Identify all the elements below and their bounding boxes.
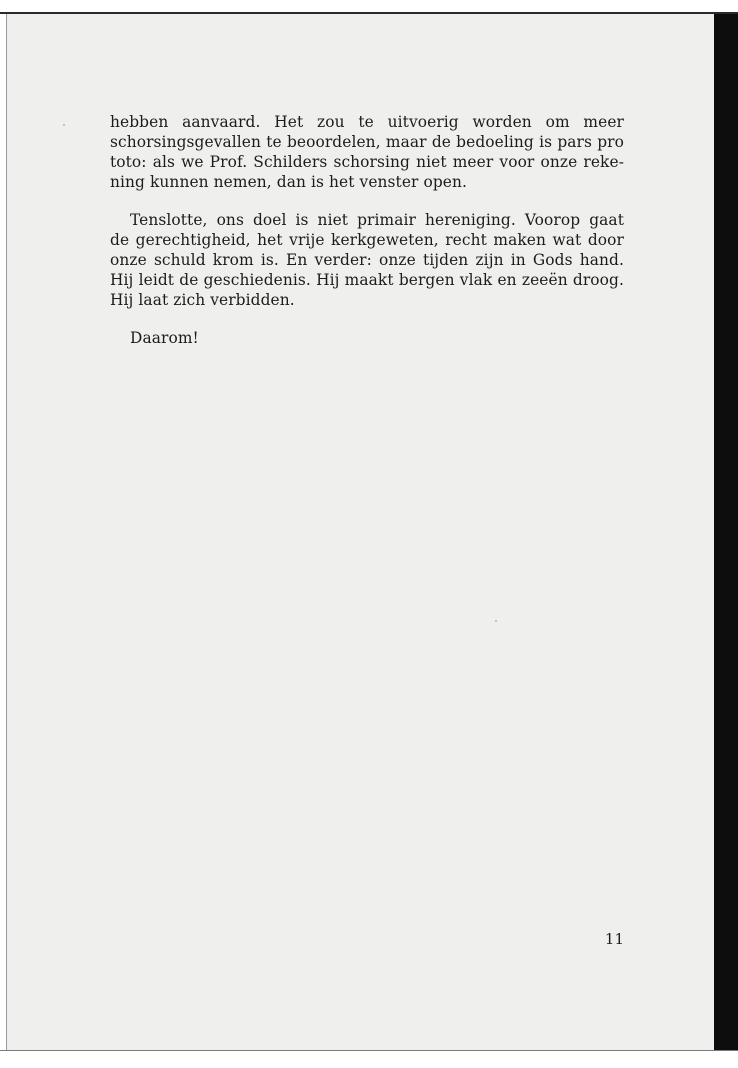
paragraph-3: [110, 328, 624, 348]
scan-binding-edge: [714, 14, 738, 1054]
paper-speck: [63, 124, 65, 126]
text-line: schorsingsgevallen te beoordelen, maar de bedoeling is pars pro: [110, 133, 624, 151]
paragraph-1: [110, 112, 624, 192]
text-line: Hij laat zich verbidden.: [110, 291, 295, 309]
paragraph-2: [110, 210, 624, 310]
text-line: de gerechtigheid, het vrije kerkgeweten, recht maken wat door: [110, 231, 624, 249]
body-text: [110, 112, 624, 366]
text-line: ning kunnen nemen, dan is het venster open.: [110, 173, 468, 191]
text-line: toto: als we Prof. Schilders schorsing niet meer voor onze reke-: [110, 153, 624, 171]
text-line: Tenslotte, ons doel is niet primair hereniging. Voorop gaat: [130, 211, 624, 229]
text-line: onze schuld krom is. En verder: onze tijden zijn in Gods hand.: [110, 251, 624, 269]
text-line: hebben aanvaard. Het zou te uitvoerig worden om meer: [110, 113, 624, 131]
text-line: Daarom!: [130, 329, 199, 347]
scan-top-edge: [0, 0, 738, 14]
page-number: 11: [604, 930, 624, 948]
paper-speck: [495, 620, 497, 622]
scan-bottom-edge: [0, 1050, 738, 1068]
text-line: Hij leidt de geschiedenis. Hij maakt bergen vlak en zeeën droog.: [110, 271, 624, 289]
